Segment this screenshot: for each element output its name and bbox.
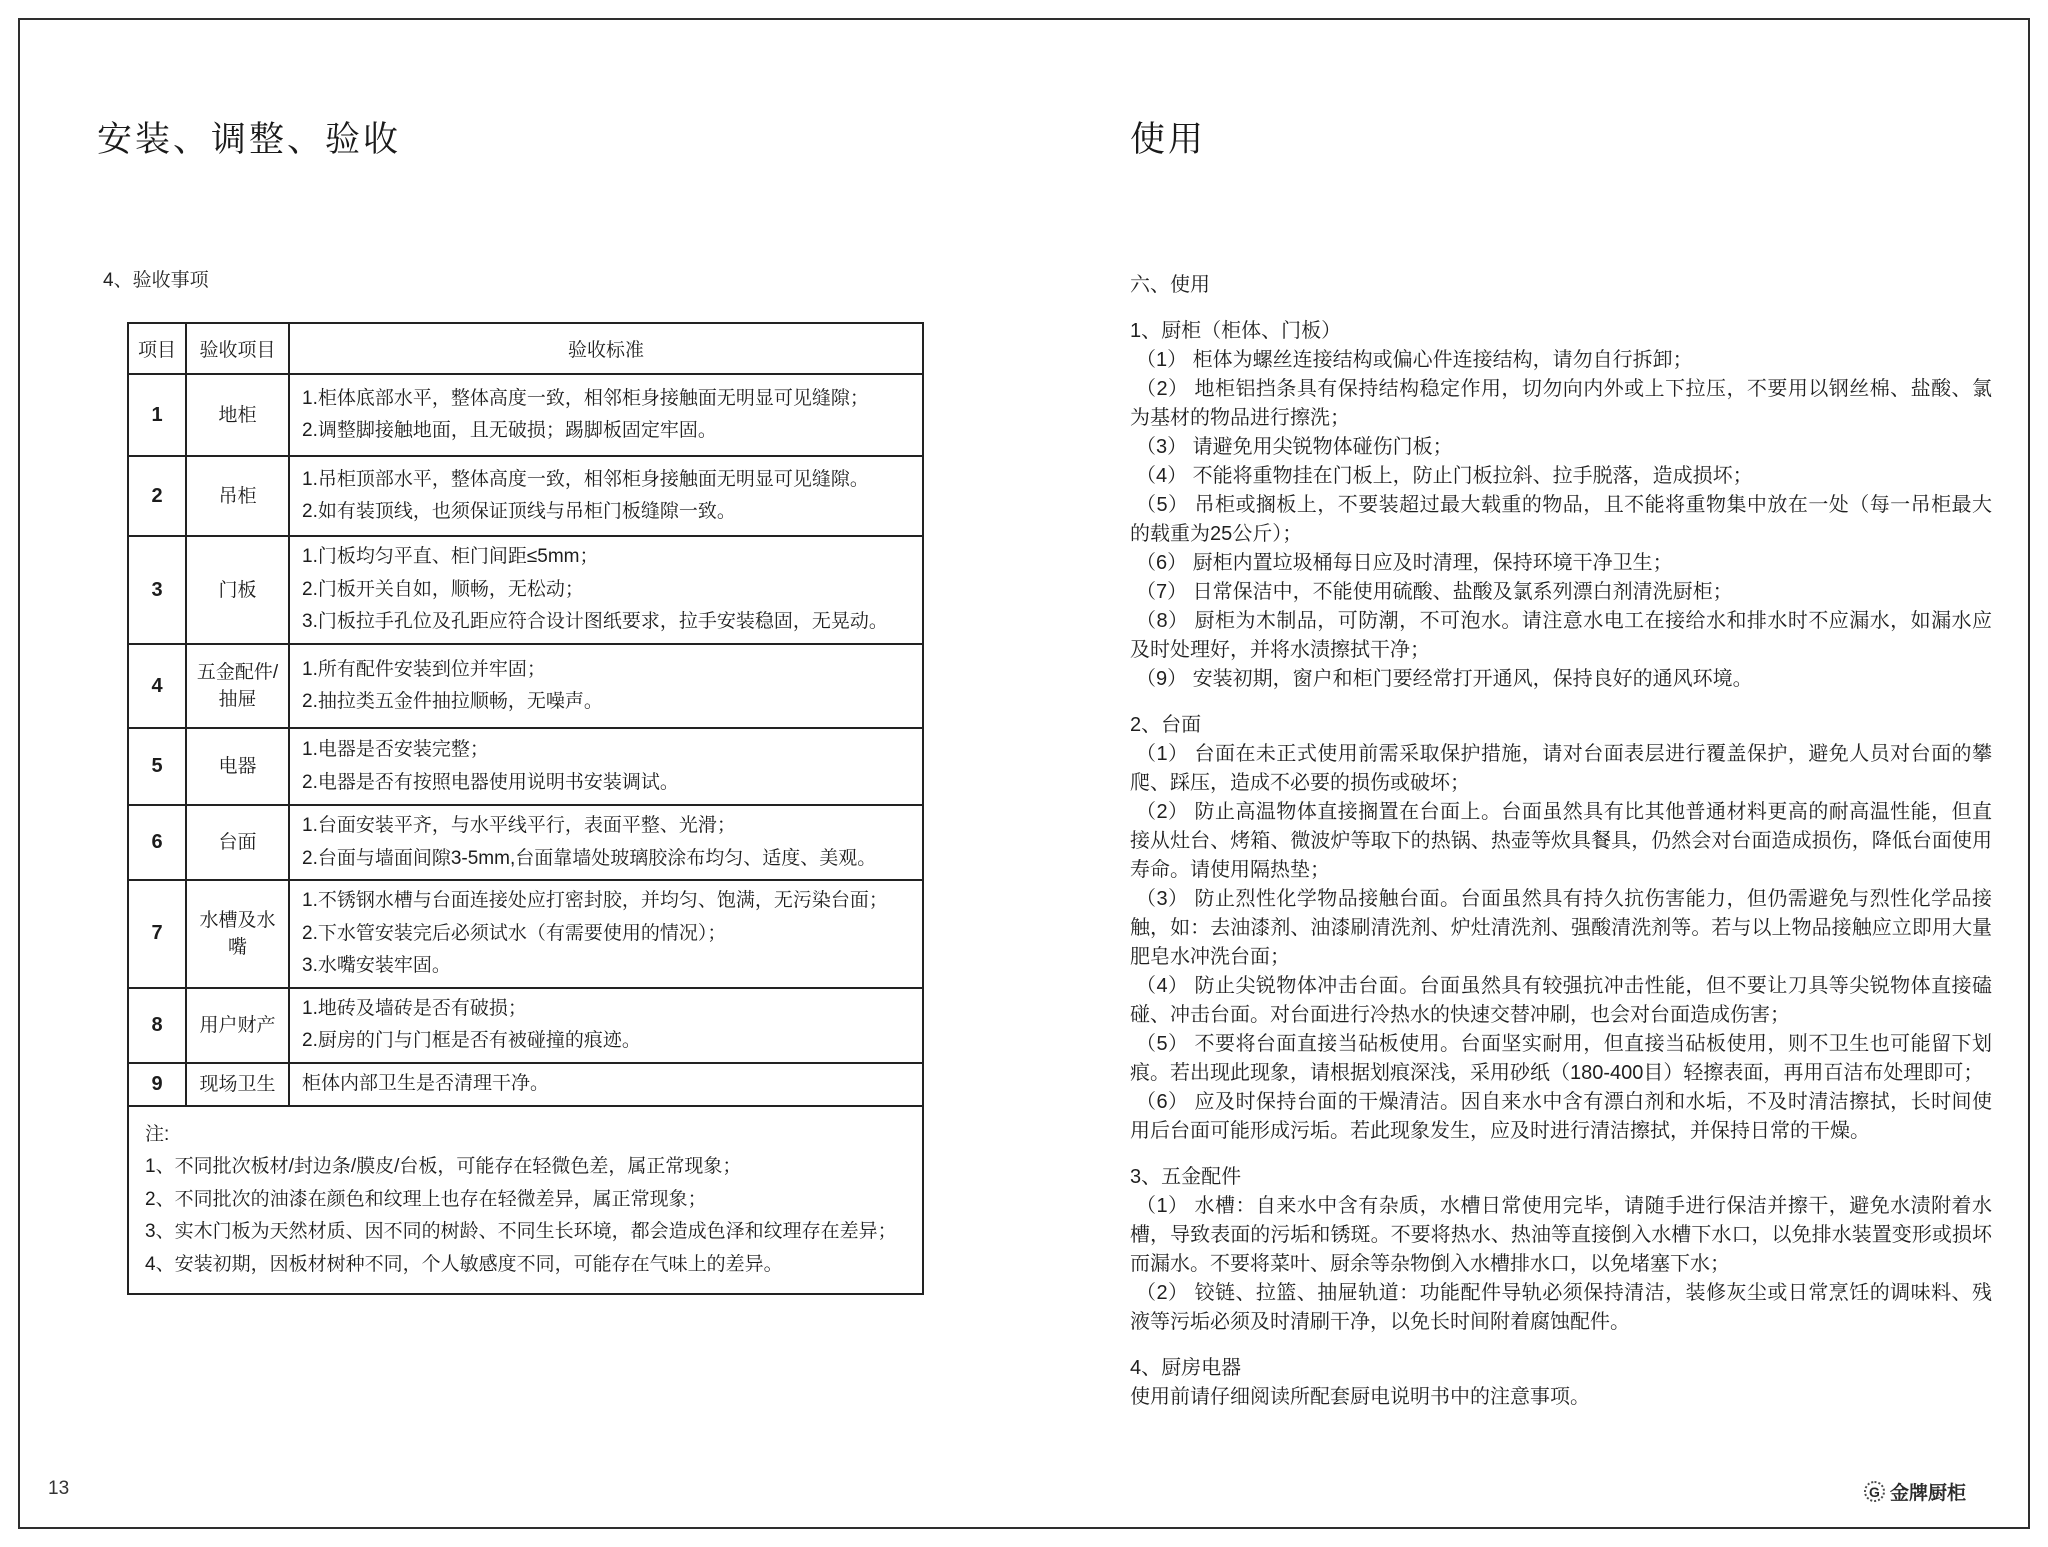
standard-line: 2.抽拉类五金件抽拉顺畅，无噪声。 xyxy=(302,691,603,712)
row-item: 用户财产 xyxy=(186,988,289,1063)
table-row xyxy=(128,988,923,1063)
row-no: 9 xyxy=(128,1063,186,1106)
usage-item: （2） 防止高温物体直接搁置在台面上。台面虽然具有比其他普通材料更高的耐高温性能，但直接从灶台、烤箱、微波炉等取下的热锅、热壶等炊具餐具，仍然会对台面造成损伤，降低台面使用寿命。请使用隔热垫； xyxy=(1130,801,1992,881)
table-row xyxy=(128,728,923,805)
usage-item: （8） 厨柜为木制品，可防潮，不可泡水。请注意水电工在接给水和排水时不应漏水，如漏水应及时处理好，并将水渍擦拭干净； xyxy=(1130,610,1992,661)
row-no: 4 xyxy=(128,644,186,728)
page-number: 13 xyxy=(48,1478,70,1499)
usage-item: （6） 应及时保持台面的干燥清洁。因自来水中含有漂白剂和水垢，不及时清洁擦拭，长时间使用后台面可能形成污垢。若此现象发生，应及时进行清洁擦拭，并保持日常的干燥。 xyxy=(1130,1091,1992,1142)
usage-section-appliances xyxy=(1130,1354,1992,1412)
row-item: 门板 xyxy=(186,536,289,644)
standard-line: 3.水嘴安装牢固。 xyxy=(302,955,451,976)
standard-line: 2.厨房的门与门框是否有被碰撞的痕迹。 xyxy=(302,1030,641,1051)
standard-line: 2.电器是否有按照电器使用说明书安装调试。 xyxy=(302,771,679,793)
table-row xyxy=(128,456,923,536)
brand-logo-icon: G xyxy=(1864,1481,1885,1502)
row-item: 吊柜 xyxy=(186,456,289,536)
standard-line: 2.调整脚接触地面，且无破损；踢脚板固定牢固。 xyxy=(302,420,717,441)
usage-section-heading: 3、五金配件 xyxy=(1130,1166,1242,1188)
table-header-row xyxy=(128,323,923,374)
row-standard xyxy=(289,728,923,805)
standard-line: 1.不锈钢水槽与台面连接处应打密封胶，并均匀、饱满，无污染台面； xyxy=(302,890,888,911)
standard-line: 柜体内部卫生是否清理干净。 xyxy=(302,1072,550,1094)
note-line: 4、安装初期，因板材树种不同，个人敏感度不同，可能存在气味上的差异。 xyxy=(145,1253,783,1275)
standard-line: 2.台面与墙面间隙3-5mm,台面靠墙处玻璃胶涂布均匀、适度、美观。 xyxy=(302,847,877,869)
standard-line: 1.电器是否安装完整； xyxy=(302,739,489,760)
row-item: 台面 xyxy=(186,805,289,880)
table-row xyxy=(128,805,923,880)
usage-item: （2） 铰链、拉篮、抽屉轨道：功能配件导轨必须保持清洁，装修灰尘或日常烹饪的调味料、残液等污垢必须及时清刷干净，以免长时间附着腐蚀配件。 xyxy=(1130,1282,1992,1333)
usage-item: （1） 台面在未正式使用前需采取保护措施，请对台面表层进行覆盖保护，避免人员对台面的攀爬、踩压，造成不必要的损伤或破坏； xyxy=(1130,743,1992,794)
table-row xyxy=(128,1063,923,1106)
usage-section-countertop xyxy=(1130,711,1992,1146)
usage-item: （3） 请避免用尖锐物体碰伤门板； xyxy=(1136,436,1453,458)
usage-item: （4） 不能将重物挂在门板上，防止门板拉斜、拉手脱落，造成损坏； xyxy=(1136,465,1753,487)
row-standard xyxy=(289,644,923,728)
row-standard xyxy=(289,880,923,988)
row-no: 2 xyxy=(128,456,186,536)
usage-item: （1） 柜体为螺丝连接结构或偏心件连接结构，请勿自行拆卸； xyxy=(1136,349,1693,371)
usage-item: （6） 厨柜内置垃圾桶每日应及时清理，保持环境干净卫生； xyxy=(1136,552,1673,574)
row-item: 水槽及水嘴 xyxy=(186,880,289,988)
acceptance-table xyxy=(127,322,924,1295)
note-line: 3、实木门板为天然材质、因不同的树龄、不同生长环境，都会造成色泽和纹理存在差异； xyxy=(145,1221,897,1242)
standard-line: 2.下水管安装完后必须试水（有需要使用的情况）； xyxy=(302,922,727,944)
usage-item: （5） 不要将台面直接当砧板使用。台面坚实耐用，但直接当砧板使用，则不卫生也可能留下划痕。若出现此现象，请根据划痕深浅，采用砂纸（180-400目）轻擦表面，再用百洁布处理即可； xyxy=(1130,1033,1992,1084)
usage-item: （2） 地柜铝挡条具有保持结构稳定作用，切勿向内外或上下拉压，不要用以钢丝棉、盐酸、氯为基材的物品进行擦洗； xyxy=(1130,378,1992,429)
usage-section-heading: 六、使用 xyxy=(1130,274,1210,296)
notes-label: 注: xyxy=(145,1123,170,1145)
col-header-no: 项目 xyxy=(128,323,186,374)
usage-item: （3） 防止烈性化学物品接触台面。台面虽然具有持久抗伤害能力，但仍需避免与烈性化学品接触，如：去油漆剂、油漆刷清洗剂、炉灶清洗剂、强酸清洗剂等。若与以上物品接触应立即用大量肥皂水冲洗台面； xyxy=(1130,888,1992,968)
usage-item: 使用前请仔细阅读所配套厨电说明书中的注意事项。 xyxy=(1130,1386,1590,1408)
standard-line: 1.吊柜顶部水平，整体高度一致，相邻柜身接触面无明显可见缝隙。 xyxy=(302,468,869,490)
brand-logo xyxy=(1864,1478,1966,1505)
section-label: 4、验收事项 xyxy=(103,270,209,291)
right-page-title: 使用 xyxy=(1130,120,1207,159)
row-item: 地柜 xyxy=(186,374,289,456)
row-standard xyxy=(289,1063,923,1106)
row-no: 6 xyxy=(128,805,186,880)
row-standard xyxy=(289,374,923,456)
table-row xyxy=(128,880,923,988)
table-notes-row xyxy=(128,1106,923,1295)
standard-line: 2.门板开关自如，顺畅，无松动； xyxy=(302,578,584,600)
usage-item: （1） 水槽：自来水中含有杂质，水槽日常使用完毕，请随手进行保洁并擦干，避免水渍附着水槽，导致表面的污垢和锈斑。不要将热水、热油等直接倒入水槽下水口，以免排水装置变形或损坏而漏水。不要将菜叶、厨余等杂物倒入水槽排水口，以免堵塞下水； xyxy=(1130,1195,1992,1275)
row-item: 现场卫生 xyxy=(186,1063,289,1106)
table-row xyxy=(128,536,923,644)
usage-item: （4） 防止尖锐物体冲击台面。台面虽然具有较强抗冲击性能，但不要让刀具等尖锐物体直接磕碰、冲击台面。对台面进行冷热水的快速交替冲刷，也会对台面造成伤害； xyxy=(1130,975,1992,1026)
usage-section-heading: 2、台面 xyxy=(1130,714,1202,736)
usage-item: （5） 吊柜或搁板上，不要装超过最大载重的物品，且不能将重物集中放在一处（每一吊柜最大的载重为25公斤）； xyxy=(1130,494,1992,545)
row-standard xyxy=(289,536,923,644)
usage-section xyxy=(1130,271,1992,300)
standard-line: 1.所有配件安装到位并牢固； xyxy=(302,658,546,680)
table-row xyxy=(128,374,923,456)
row-no: 8 xyxy=(128,988,186,1063)
brand-name: 金牌厨柜 xyxy=(1889,1483,1966,1504)
standard-line: 1.门板均匀平直、柜门间距≤5mm； xyxy=(302,546,599,568)
table-row xyxy=(128,644,923,728)
standard-line: 1.地砖及墙砖是否有破损； xyxy=(302,997,527,1019)
row-standard xyxy=(289,456,923,536)
usage-section-cabinet xyxy=(1130,317,1992,694)
row-item: 电器 xyxy=(186,728,289,805)
usage-item: （9） 安装初期，窗户和柜门要经常打开通风，保持良好的通风环境。 xyxy=(1136,668,1753,690)
row-standard xyxy=(289,805,923,880)
col-header-item: 验收项目 xyxy=(186,323,289,374)
row-no: 5 xyxy=(128,728,186,805)
standard-line: 1.柜体底部水平，整体高度一致，相邻柜身接触面无明显可见缝隙； xyxy=(302,387,869,409)
row-no: 7 xyxy=(128,880,186,988)
standard-line: 2.如有装顶线，也须保证顶线与吊柜门板缝隙一致。 xyxy=(302,501,736,522)
note-line: 1、不同批次板材/封边条/膜皮/台板，可能存在轻微色差，属正常现象； xyxy=(145,1156,742,1177)
standard-line: 3.门板拉手孔位及孔距应符合设计图纸要求，拉手安装稳固，无晃动。 xyxy=(302,611,888,633)
row-standard xyxy=(289,988,923,1063)
standard-line: 1.台面安装平齐，与水平线平行，表面平整、光滑； xyxy=(302,815,736,836)
left-page-title: 安装、调整、验收 xyxy=(97,120,402,159)
row-no: 3 xyxy=(128,536,186,644)
row-item: 五金配件/抽屉 xyxy=(186,644,289,728)
usage-section-hardware xyxy=(1130,1163,1992,1337)
note-line: 2、不同批次的油漆在颜色和纹理上也存在轻微差异，属正常现象； xyxy=(145,1188,707,1210)
usage-item: （7） 日常保洁中，不能使用硫酸、盐酸及氯系列漂白剂清洗厨柜； xyxy=(1136,581,1733,603)
col-header-standard: 验收标准 xyxy=(289,323,923,374)
table-notes-cell xyxy=(128,1106,923,1295)
usage-section-heading: 4、厨房电器 xyxy=(1130,1357,1242,1379)
usage-section-heading: 1、厨柜（柜体、门板） xyxy=(1130,320,1342,342)
row-no: 1 xyxy=(128,374,186,456)
usage-content xyxy=(1130,271,1992,1412)
